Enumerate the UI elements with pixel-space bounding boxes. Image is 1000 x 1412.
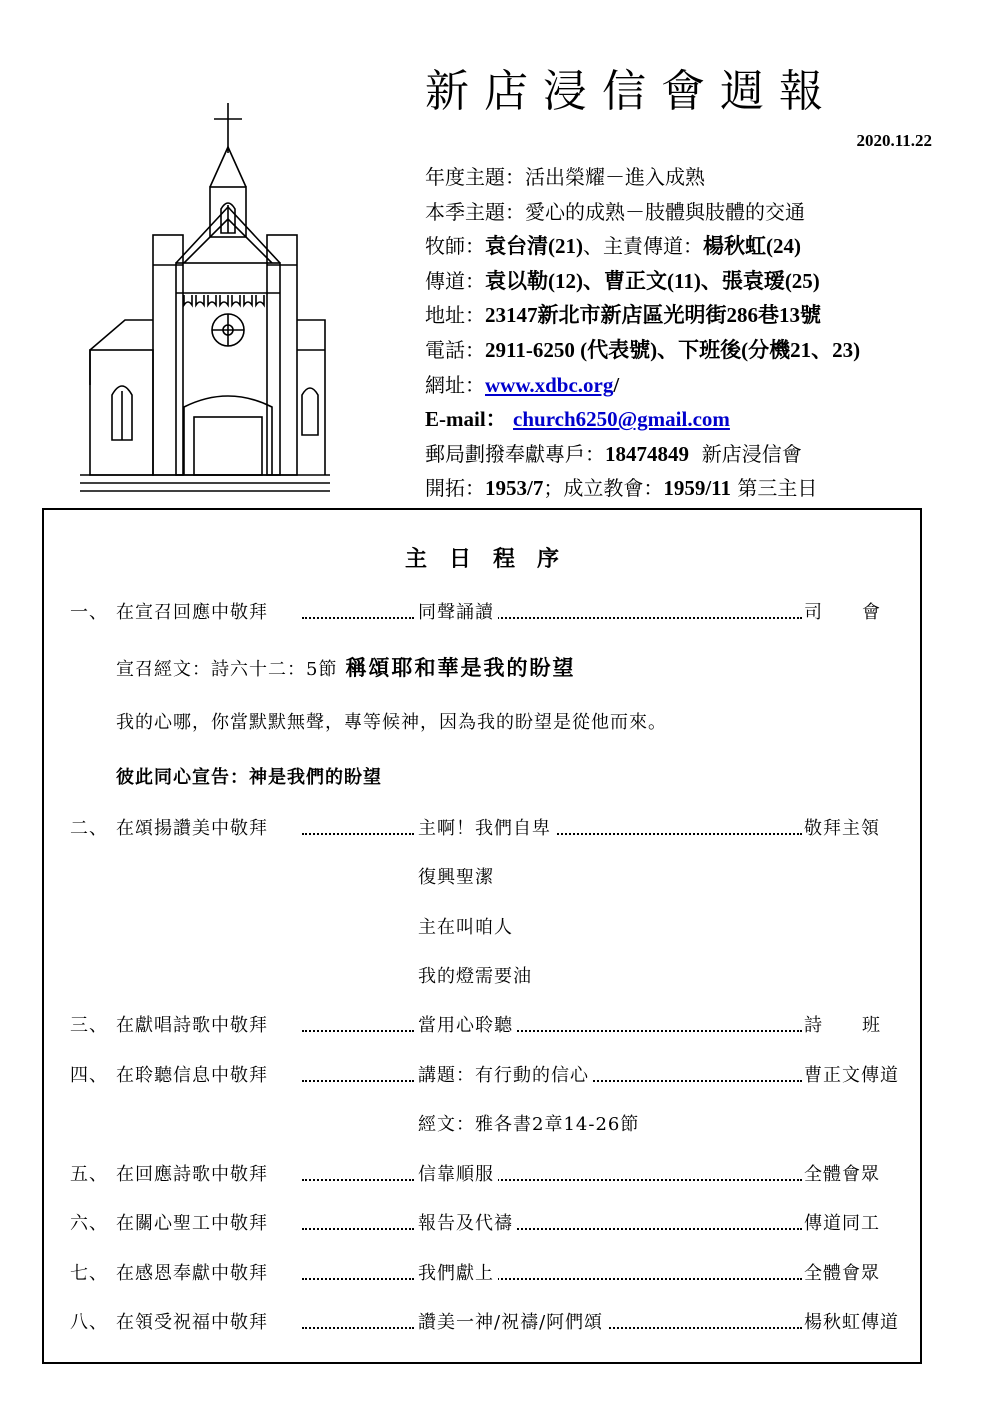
pastor-separator: 、主責傳道： bbox=[583, 234, 703, 259]
row-content: 同聲誦讀 bbox=[418, 598, 498, 628]
email-line bbox=[425, 402, 985, 437]
dot-leader bbox=[302, 1209, 414, 1230]
program-title: 主日程序 bbox=[404, 546, 581, 572]
preachers-names: 袁以勒(12)、曹正文(11)、張袁瑷(25) bbox=[485, 268, 820, 293]
address-line bbox=[425, 298, 985, 333]
address-value: 23147新北市新店區光明街286巷13號 bbox=[485, 303, 821, 328]
song-title: 主在叫咱人 bbox=[418, 917, 513, 938]
declaration bbox=[44, 763, 920, 793]
verse-text: 我的心哪，你當默默無聲，專等候神，因為我的盼望是從他而來。 bbox=[116, 712, 667, 733]
row-category: 在關心聖工中敬拜 bbox=[116, 1213, 268, 1234]
program-row bbox=[44, 598, 920, 628]
row-leader: 司會 bbox=[804, 602, 920, 623]
program-row bbox=[44, 1011, 920, 1041]
row-leader: 全體會眾 bbox=[804, 1263, 880, 1284]
row-category: 在領受祝福中敬拜 bbox=[116, 1312, 268, 1333]
preachers-line bbox=[425, 264, 985, 299]
bulletin-date: 2020.11.22 bbox=[856, 131, 932, 150]
dot-leader bbox=[302, 1308, 414, 1329]
row-leader: 全體會眾 bbox=[804, 1164, 880, 1185]
website-suffix: / bbox=[613, 372, 620, 397]
scripture-verse bbox=[44, 708, 920, 738]
bulletin-title: 新店浸信會週報 bbox=[425, 66, 838, 117]
call-scripture-title: 稱頌耶和華是我的盼望 bbox=[345, 655, 576, 680]
sermon-scripture bbox=[44, 1110, 920, 1140]
phone-value: 2911-6250 (代表號)、下班後(分機21、23) bbox=[485, 337, 861, 362]
address-label: 地址： bbox=[425, 303, 485, 328]
established-label: ；成立教會： bbox=[543, 476, 664, 501]
season-theme: 本季主題：愛心的成熟－肢體與肢體的交通 bbox=[425, 199, 805, 224]
song-item bbox=[44, 962, 920, 992]
row-number: 一、 bbox=[70, 602, 108, 623]
pastor-name: 袁台清(21) bbox=[485, 234, 583, 259]
call-scripture bbox=[44, 653, 920, 683]
row-content: 我們獻上 bbox=[418, 1259, 498, 1289]
phone-line bbox=[425, 333, 985, 368]
email-link[interactable]: church6250@gmail.com bbox=[513, 407, 730, 432]
row-leader: 詩班 bbox=[804, 1015, 920, 1036]
row-leader: 楊秋虹傳道 bbox=[804, 1312, 899, 1333]
postal-name: 新店浸信會 bbox=[701, 441, 802, 466]
dot-leader bbox=[302, 1259, 414, 1280]
pastor-label: 牧師： bbox=[425, 234, 485, 259]
row-category: 在回應詩歌中敬拜 bbox=[116, 1164, 268, 1185]
song-title: 復興聖潔 bbox=[418, 867, 494, 888]
dot-leader bbox=[302, 1061, 414, 1082]
dot-leader bbox=[302, 814, 414, 835]
preachers-label: 傳道： bbox=[425, 268, 485, 293]
call-scripture-text bbox=[116, 653, 575, 685]
founding-date: 1953/7 bbox=[485, 476, 544, 501]
established-date: 1959/11 bbox=[663, 476, 732, 501]
program-row bbox=[44, 814, 920, 844]
row-category: 在感恩奉獻中敬拜 bbox=[116, 1263, 268, 1284]
song-title: 我的燈需要油 bbox=[418, 966, 532, 987]
song-item bbox=[44, 863, 920, 893]
founding-line bbox=[425, 471, 985, 506]
row-number: 五、 bbox=[70, 1164, 108, 1185]
row-number: 四、 bbox=[70, 1065, 108, 1086]
row-category: 在聆聽信息中敬拜 bbox=[116, 1065, 268, 1086]
row-number: 七、 bbox=[70, 1263, 108, 1284]
declaration-text: 彼此同心宣告：神是我們的盼望 bbox=[116, 767, 382, 788]
row-content: 信靠順服 bbox=[418, 1160, 498, 1190]
row-category: 在宣召回應中敬拜 bbox=[116, 602, 268, 623]
program-row bbox=[44, 1061, 920, 1091]
postal-label: 郵局劃撥奉獻專戶： bbox=[425, 441, 605, 466]
row-number: 二、 bbox=[70, 818, 108, 839]
row-number: 三、 bbox=[70, 1015, 108, 1036]
third-sunday: 第三主日 bbox=[737, 476, 818, 501]
row-leader: 曹正文傳道 bbox=[804, 1065, 899, 1086]
email-label: E-mail： bbox=[425, 407, 507, 432]
row-content: 當用心聆聽 bbox=[418, 1011, 517, 1041]
website-line bbox=[425, 368, 985, 403]
row-content: 報告及代禱 bbox=[418, 1209, 517, 1239]
call-scripture-label: 宣召經文：詩六十二：5節 bbox=[116, 659, 338, 680]
website-label: 網址： bbox=[425, 372, 485, 397]
dot-leader bbox=[302, 1011, 414, 1032]
row-category: 在頌揚讚美中敬拜 bbox=[116, 818, 268, 839]
row-number: 八、 bbox=[70, 1312, 108, 1333]
church-info bbox=[425, 160, 985, 506]
annual-theme: 年度主題：活出榮耀－進入成熟 bbox=[425, 165, 705, 189]
program-row bbox=[44, 1209, 920, 1239]
row-content: 主啊！我們自卑 bbox=[418, 814, 555, 844]
row-number: 六、 bbox=[70, 1213, 108, 1234]
pastor-line bbox=[425, 229, 985, 264]
row-category: 在獻唱詩歌中敬拜 bbox=[116, 1015, 268, 1036]
program-row bbox=[44, 1259, 920, 1289]
row-leader: 敬拜主領 bbox=[804, 818, 880, 839]
founding-label: 開拓： bbox=[425, 476, 485, 501]
sermon-scripture-text: 經文：雅各書2章14-26節 bbox=[418, 1114, 640, 1135]
program-box bbox=[42, 508, 922, 1364]
song-item bbox=[44, 913, 920, 943]
row-content: 講題：有行動的信心 bbox=[418, 1061, 593, 1091]
program-row bbox=[44, 1160, 920, 1190]
postal-line bbox=[425, 437, 985, 472]
dot-leader bbox=[302, 598, 414, 619]
program-row bbox=[44, 1308, 920, 1338]
row-leader: 傳道同工 bbox=[804, 1213, 880, 1234]
church-building-icon bbox=[80, 95, 330, 495]
row-content: 讚美一神/祝禱/阿們頌 bbox=[418, 1308, 607, 1338]
dot-leader bbox=[302, 1160, 414, 1181]
phone-label: 電話： bbox=[425, 337, 485, 362]
postal-account: 18474849 bbox=[605, 441, 689, 466]
lead-preacher-name: 楊秋虹(24) bbox=[703, 234, 801, 259]
website-link[interactable]: www.xdbc.org bbox=[485, 372, 614, 397]
